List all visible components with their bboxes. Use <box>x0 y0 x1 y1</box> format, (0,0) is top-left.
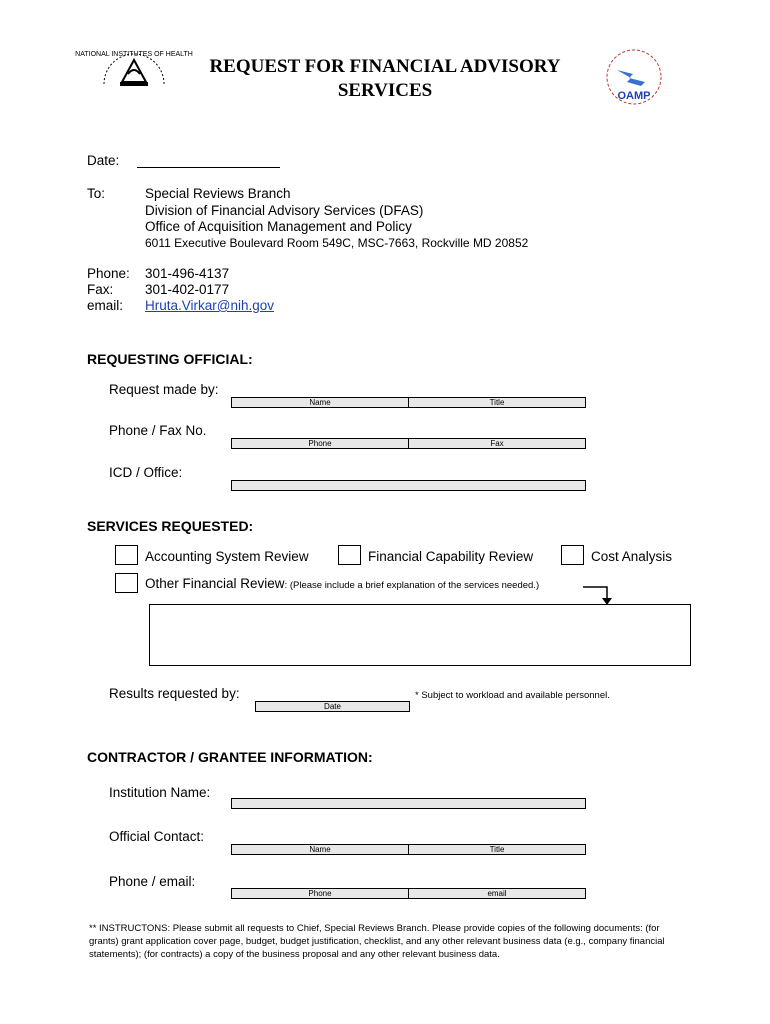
explanation-textarea[interactable] <box>149 604 691 666</box>
accounting-checkbox[interactable] <box>115 545 138 565</box>
official-contact-label: Official Contact: <box>109 829 205 844</box>
contact-phone-caption: Phone <box>308 889 332 898</box>
name-caption: Name <box>309 398 331 407</box>
requesting-heading: REQUESTING OFFICIAL: <box>87 351 253 367</box>
oamp-logo <box>603 48 665 106</box>
phone-email-field[interactable] <box>231 888 586 899</box>
contact-email-caption: email <box>408 889 585 898</box>
to-line-2: Division of Financial Advisory Services (DFAS) <box>145 203 424 218</box>
email-label: email: <box>87 298 124 313</box>
phone-value: 301-496-4137 <box>145 266 230 281</box>
svg-text:OAMP: OAMP <box>617 90 651 102</box>
form-title <box>180 55 590 103</box>
phone-email-label: Phone / email: <box>109 874 196 889</box>
phone-label: Phone: <box>87 266 130 281</box>
fax-label: Fax: <box>87 282 114 297</box>
phone-caption: Phone <box>308 439 332 448</box>
results-requested-label: Results requested by: <box>109 686 240 701</box>
results-date-field[interactable] <box>255 701 410 712</box>
other-label <box>145 576 539 594</box>
official-contact-field[interactable] <box>231 844 586 855</box>
to-label: To: <box>87 186 106 201</box>
contact-title-caption: Title <box>408 845 585 854</box>
to-line-4: 6011 Executive Boulevard Room 549C, MSC-7663, Rockville MD 20852 <box>145 236 529 250</box>
institution-label: Institution Name: <box>109 785 211 800</box>
cost-label: Cost Analysis <box>591 549 673 564</box>
nih-logo <box>75 44 193 106</box>
date-label: Date: <box>87 153 120 168</box>
fax-value: 301-402-0177 <box>145 282 230 297</box>
other-note: : (Please include a brief explanation of the services needed.) <box>284 580 540 591</box>
subject-note: * Subject to workload and available personnel. <box>415 690 610 701</box>
svg-text:NATIONAL INSTITUTES OF HEALTH: NATIONAL INSTITUTES OF HEALTH <box>75 51 193 58</box>
request-made-by-field[interactable] <box>231 397 586 408</box>
email-link[interactable]: Hruta.Virkar@nih.gov <box>145 298 275 313</box>
request-made-by-label: Request made by: <box>109 382 219 397</box>
other-checkbox[interactable] <box>115 573 138 593</box>
icd-office-label: ICD / Office: <box>109 465 183 480</box>
phone-fax-field[interactable] <box>231 438 586 449</box>
arrow-icon <box>583 584 613 606</box>
title-line-1: REQUEST FOR FINANCIAL ADVISORY <box>209 56 561 77</box>
date-caption: Date <box>324 702 341 711</box>
title-caption: Title <box>408 398 585 407</box>
services-heading: SERVICES REQUESTED: <box>87 518 254 534</box>
accounting-label: Accounting System Review <box>145 549 309 564</box>
cost-checkbox[interactable] <box>561 545 584 565</box>
instructions-text: ** INSTRUCTONS: Please submit all requests to Chief, Special Reviews Branch. Please provide copies of the following documents: (for grants) grant application cover page, budget, budget justification, checklist, and any other relevant business data (e.g., company financial statements); (for contracts) a copy of the business proposal and any other relevant business data. <box>89 923 665 960</box>
to-line-1: Special Reviews Branch <box>145 186 291 201</box>
date-line[interactable] <box>137 167 280 168</box>
capability-checkbox[interactable] <box>338 545 361 565</box>
other-label-text: Other Financial Review <box>145 576 285 591</box>
fax-caption: Fax <box>408 439 585 448</box>
institution-field[interactable] <box>231 798 586 809</box>
phone-fax-label: Phone / Fax No. <box>109 423 207 438</box>
contractor-heading: CONTRACTOR / GRANTEE INFORMATION: <box>87 749 373 765</box>
to-line-3: Office of Acquisition Management and Policy <box>145 219 412 234</box>
capability-label: Financial Capability Review <box>368 549 534 564</box>
icd-office-field[interactable] <box>231 480 586 491</box>
title-line-2: SERVICES <box>337 80 433 101</box>
contact-name-caption: Name <box>309 845 331 854</box>
